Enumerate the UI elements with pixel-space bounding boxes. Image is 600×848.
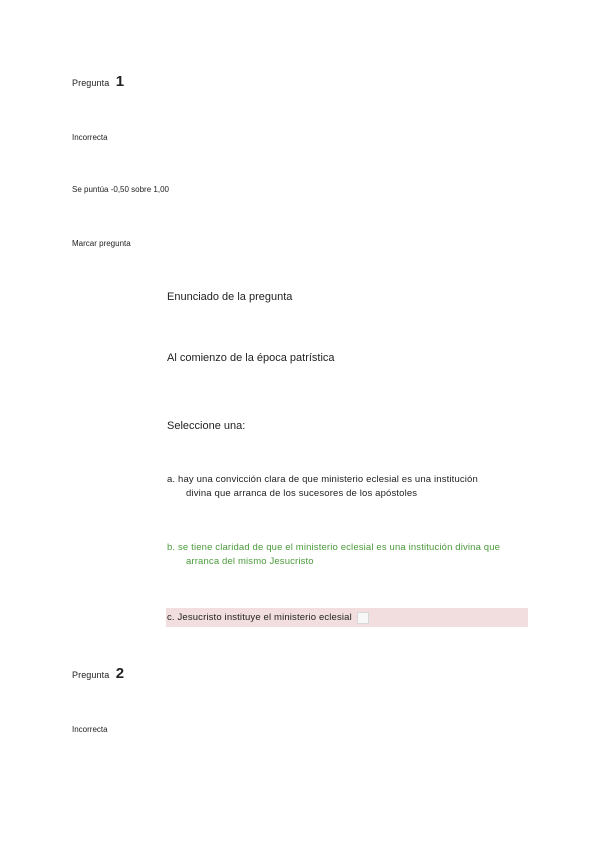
option-text-line1: se tiene claridad de que el ministerio eclesial es una institución divina que: [178, 542, 501, 553]
answer-option-a[interactable]: [167, 473, 527, 501]
option-text-line2: divina que arranca de los sucesores de los apóstoles: [186, 488, 418, 499]
question-statement-heading: Enunciado de la pregunta: [167, 291, 293, 303]
option-text-line2: arranca del mismo Jesucristo: [186, 556, 314, 567]
flag-question-link[interactable]: Marcar pregunta: [72, 239, 131, 248]
option-text-line1: Jesucristo instituye el ministerio eclesial: [177, 611, 352, 623]
option-prefix: b.: [167, 542, 176, 553]
question-number: 1: [115, 73, 125, 90]
answer-checkbox-icon[interactable]: [357, 612, 369, 624]
answer-option-c[interactable]: [166, 608, 528, 627]
option-prefix: c.: [167, 611, 175, 623]
answer-prompt: Seleccione una:: [167, 420, 246, 432]
question-status: Incorrecta: [72, 725, 108, 734]
question-1-header: [72, 73, 124, 91]
option-text-line1: hay una convicción clara de que ministerio eclesial es una institución: [178, 474, 478, 485]
question-label: Pregunta: [72, 78, 110, 88]
question-label: Pregunta: [72, 670, 110, 680]
question-number: 2: [115, 665, 125, 682]
answer-option-b[interactable]: [167, 541, 532, 569]
question-2-header: [72, 665, 124, 683]
option-prefix: a.: [167, 474, 176, 485]
question-status: Incorrecta: [72, 133, 108, 142]
question-text: Al comienzo de la época patrística: [167, 352, 335, 364]
question-score: Se puntúa -0,50 sobre 1,00: [72, 185, 169, 194]
